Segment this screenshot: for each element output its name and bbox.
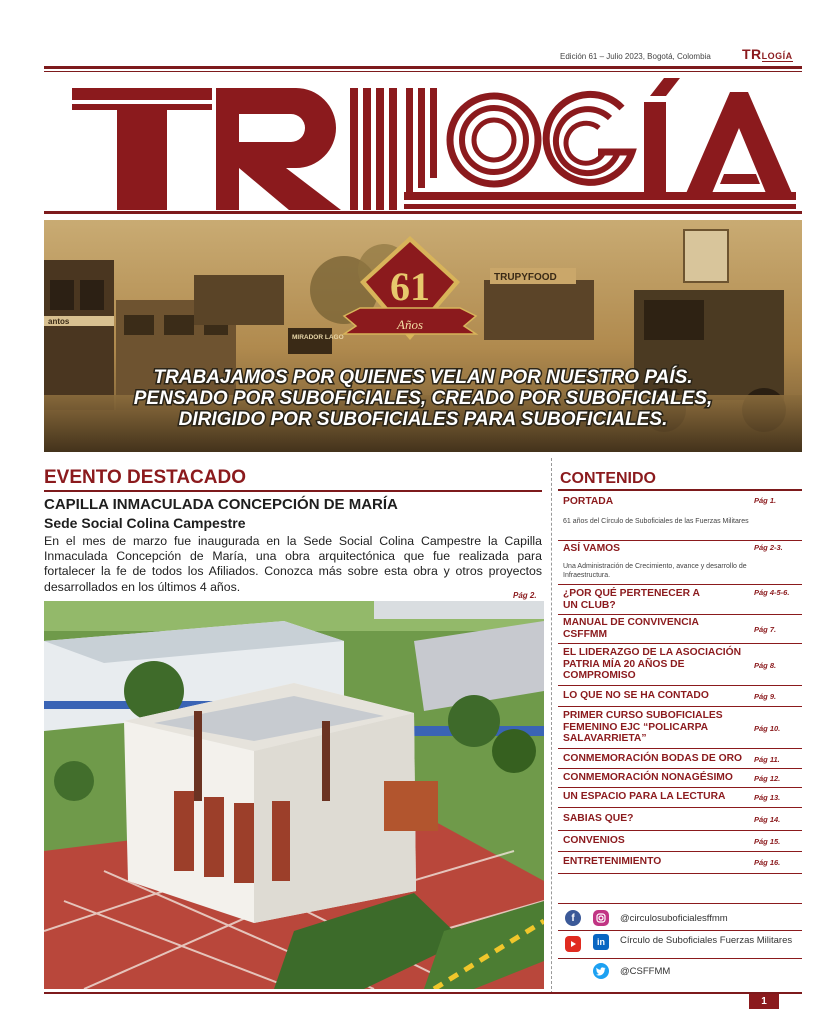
toc-label: ¿POR QUÉ PERTENECER A UN CLUB? — [563, 588, 700, 611]
toc-label: UN ESPACIO PARA LA LECTURA — [563, 791, 726, 802]
toc-label: CONVENIOS — [563, 835, 625, 846]
linkedin-name: Círculo de Suboficiales Fuerzas Militares — [620, 935, 793, 946]
section-rule — [44, 490, 542, 492]
masthead-logo — [44, 74, 802, 214]
bottom-rule — [44, 992, 802, 994]
linkedin-icon[interactable]: in — [593, 934, 609, 950]
article-title: CAPILLA INMACULADA CONCEPCIÓN DE MARÍA — [44, 496, 398, 513]
article-body: En el mes de marzo fue inaugurada en la Sede Social Colina Campestre la Capilla Inmaculada Concepción de María, una obra arquitectónica que fue realizada para fortalecer la fe de todos los Afiliados. Conozca más sobre esta obra y otros proyectos desarrollados en los últimos 4 años. — [44, 534, 542, 594]
toc-page: Pág 7. — [754, 625, 777, 634]
article-subtitle: Sede Social Colina Campestre — [44, 515, 246, 531]
social-rule — [558, 958, 802, 959]
toc-label: PRIMER CURSO SUBOFICIALES FEMENINO EJC “POLICARPA SALAVARRIETA” — [563, 710, 723, 744]
toc-separator — [558, 614, 802, 615]
toc-page: Pág 11. — [754, 755, 780, 764]
toc-page: Pág 9. — [754, 692, 777, 701]
toc-label: ASÍ VAMOS — [563, 543, 621, 554]
section-title-featured: EVENTO DESTACADO — [44, 467, 246, 488]
sign-left: antos — [48, 317, 70, 326]
slogan-line-3: DIRIGIDO POR SUBOFICIALES PARA SUBOFICIALES. — [178, 409, 668, 430]
toc-page: Pág 8. — [754, 661, 777, 670]
social-rule — [558, 930, 802, 931]
toc-page: Pág 4-5-6. — [754, 588, 790, 597]
toc-page: Pág 14. — [754, 815, 781, 824]
hero-banner — [44, 220, 802, 452]
top-rule — [44, 66, 802, 69]
badge-word: Años — [397, 317, 423, 332]
mini-logo — [742, 46, 793, 62]
social-rule — [558, 903, 802, 904]
page-number: 1 — [749, 994, 779, 1009]
sign-truck: TRUPYFOOD — [494, 272, 557, 283]
social-handle: @circulosuboficialesffmm — [620, 913, 728, 924]
slogan-line-1: TRABAJAMOS POR QUIENES VELAN POR NUESTRO PAÍS. — [153, 367, 693, 388]
facebook-icon[interactable]: f — [565, 910, 581, 926]
badge-number: 61 — [390, 264, 430, 309]
article-page-ref: Pág 2. — [513, 591, 537, 600]
sign-mirador: MIRADOR LAGO — [292, 334, 344, 341]
toc-separator — [558, 768, 802, 769]
toc-label: CONMEMORACIÓN BODAS DE ORO — [563, 753, 743, 764]
toc-label: CONMEMORACIÓN NONAGÉSIMO — [563, 772, 733, 783]
toc-label: PORTADA — [563, 496, 614, 507]
twitter-icon[interactable] — [593, 963, 609, 979]
contents-title: CONTENIDO — [560, 470, 656, 487]
toc-separator — [558, 706, 802, 707]
slogan-line-2: PENSADO POR SUBOFICIALES, CREADO POR SUBOFICIALES, — [133, 388, 713, 409]
toc-desc: 61 años del Círculo de Suboficiales de las Fuerzas Militares — [563, 518, 749, 525]
toc-label: SABIAS QUE? — [563, 813, 634, 824]
column-divider — [551, 458, 552, 994]
top-rule-thin — [44, 71, 802, 72]
contents-rule — [558, 489, 802, 491]
masthead-bottom-rule — [44, 211, 802, 214]
mini-logo-part-a: TR — [742, 46, 762, 62]
chapel-photo — [44, 601, 544, 989]
toc-separator — [558, 685, 802, 686]
twitter-handle: @CSFFMM — [620, 966, 671, 977]
toc-separator — [558, 830, 802, 831]
toc-page: Pág 10. — [754, 724, 781, 733]
toc-page: Pág 15. — [754, 837, 781, 846]
toc-separator — [558, 584, 802, 585]
toc-page: Pág 1. — [754, 496, 777, 505]
toc-page: Pág 13. — [754, 793, 781, 802]
toc-separator — [558, 807, 802, 808]
youtube-icon[interactable] — [565, 936, 581, 952]
toc-separator — [558, 748, 802, 749]
toc-separator — [558, 540, 802, 541]
toc-label: EL LIDERAZGO DE LA ASOCIACIÓN PATRIA MÍA 20 AÑOS DE COMPROMISO — [563, 647, 742, 681]
mini-logo-part-b: LOGÍA — [761, 51, 793, 61]
instagram-icon[interactable] — [593, 910, 609, 926]
edition-info: Edición 61 – Julio 2023, Bogotá, Colombia — [560, 52, 711, 61]
toc-page: Pág 12. — [754, 774, 781, 783]
toc-label: ENTRETENIMIENTO — [563, 856, 662, 867]
toc-page: Pág 16. — [754, 858, 781, 867]
toc-separator — [558, 787, 802, 788]
toc-separator — [558, 851, 802, 852]
toc-page: Pág 2-3. — [754, 543, 783, 552]
toc-separator — [558, 873, 802, 874]
toc-separator — [558, 643, 802, 644]
toc-desc: Una Administración de Crecimiento, avance y desarrollo de Infraestructura. — [563, 563, 747, 579]
toc-label: LO QUE NO SE HA CONTADO — [563, 690, 709, 701]
toc-label: MANUAL DE CONVIVENCIA CSFFMM — [563, 617, 699, 640]
